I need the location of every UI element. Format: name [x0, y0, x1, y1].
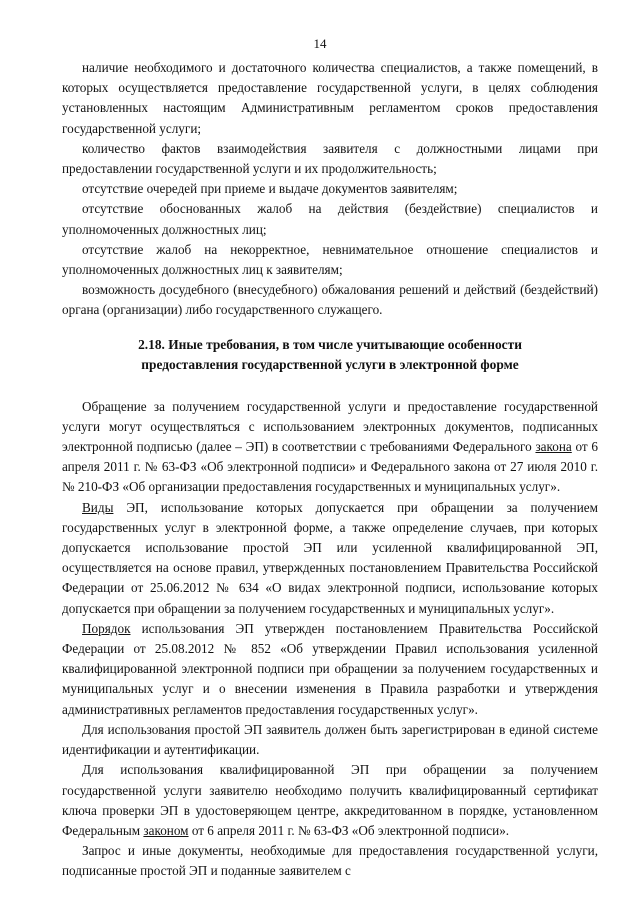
paragraph-text: ЭП, использование которых допускается при обращении за получением государственных услуг в электронной форме, а также определение случаев, при которых допускается использование простой ЭП или усиленной квалифицированной ЭП, осуществляется на основе правил, утвержденных постановлением Правительства Российской Федерации от 25.06.2012 № 634 «О видах электронной подписи, использование которых допускается при обращении за получением государственных и муниципальных услуг».	[62, 499, 598, 616]
section-title-line: предоставления государственной услуги в электронной форме	[141, 356, 519, 372]
law-link[interactable]: законом	[143, 822, 189, 838]
list-item: количество фактов взаимодействия заявителя с должностными лицами при предоставлении государственной услуги и их продолжительность;	[62, 140, 598, 177]
paragraph-text: Обращение за получением государственной услуги и предоставление государственной услуги могут осуществляться с использованием электронных документов, подписанных электронной подписью (далее – ЭП) в соответствии с требованиями Федерального	[62, 398, 598, 455]
paragraph	[62, 397, 598, 498]
paragraph-text: от 6 апреля 2011 г. № 63-ФЗ «Об электронной подписи» и Федерального закона от 27 июля 2010 г. № 210-ФЗ «Об организации предоставления государственных и муниципальных услуг».	[62, 439, 598, 495]
law-link[interactable]: закона	[535, 439, 572, 455]
list-item: возможность досудебного (внесудебного) обжалования решений и действий (бездействий) органа (организации) либо государственного служащего.	[62, 282, 598, 318]
section-title-line: 2.18. Иные требования, в том числе учитывающие особенности	[138, 336, 522, 352]
types-link[interactable]: Виды	[82, 499, 114, 515]
list-item: отсутствие жалоб на некорректное, невнимательное отношение специалистов и уполномоченных должностных лиц к заявителям;	[62, 241, 598, 278]
list-item: отсутствие очередей при приеме и выдаче документов заявителям;	[82, 181, 458, 197]
paragraph-text: Для использования квалифицированной ЭП при обращении за получением государственной услуги заявителю необходимо получить квалифицированный сертификат ключа проверки ЭП в удостоверяющем центре, аккредитованном в порядке, установленном Федеральным	[62, 762, 598, 838]
page-number: 14	[313, 36, 327, 51]
paragraph-text: от 6 апреля 2011 г. № 63-ФЗ «Об электронной подписи».	[188, 822, 510, 838]
paragraph-text: использования ЭП утвержден постановлением Правительства Российской Федерации от 25.08.2012 № 852 «Об утверждении Правил использования усиленной квалифицированной электронной подписи при обращении за получением государственных и муниципальных услуг и о внесении изменения в Правила разработки и утверждения административных регламентов предоставления государственных услуг».	[62, 620, 598, 717]
paragraph	[62, 619, 598, 720]
procedure-link[interactable]: Порядок	[82, 620, 131, 636]
section-heading	[62, 335, 598, 375]
paragraph: Для использования простой ЭП заявитель должен быть зарегистрирован в единой системе идентификации и аутентификации.	[62, 721, 598, 758]
paragraph	[62, 498, 598, 619]
paragraph: Запрос и иные документы, необходимые для предоставления государственной услуги, подписанные простой ЭП и поданные заявителем с	[62, 843, 598, 879]
list-item: отсутствие обоснованных жалоб на действия (бездействие) специалистов и уполномоченных должностных лиц;	[62, 201, 598, 237]
paragraph	[62, 760, 598, 841]
page-content	[62, 58, 598, 882]
list-item: наличие необходимого и достаточного количества специалистов, а также помещений, в которых осуществляется предоставление государственной услуги, в целях соблюдения установленных настоящим Административным регламентом сроков предоставления государственной услуги;	[62, 60, 598, 136]
